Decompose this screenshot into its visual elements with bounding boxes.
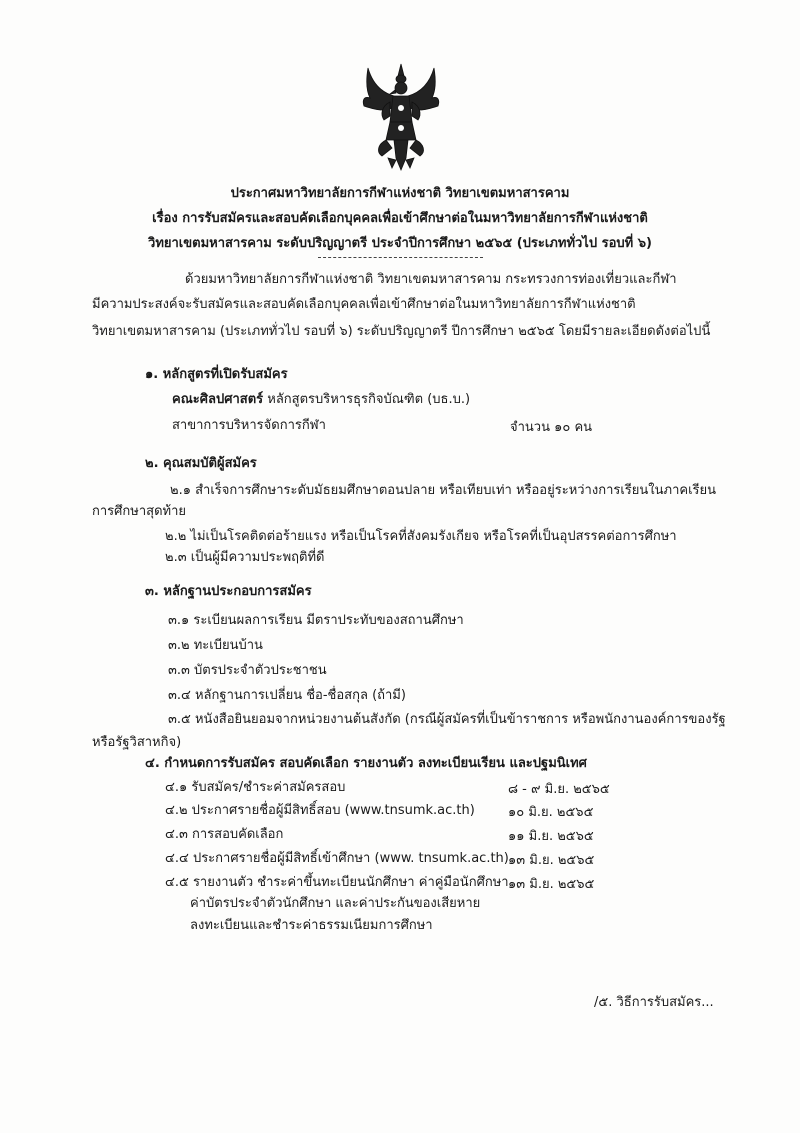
title-line-2: เรื่อง การรับสมัครและสอบคัดเลือกบุคคลเพื่อเข้าศึกษาต่อในมหาวิทยาลัยการกีฬาแห่งชาติ — [152, 211, 648, 226]
document-5-line-2: หรือรัฐวิสาหกิจ) — [92, 735, 182, 750]
schedule-row-label: ๔.๕ รายงานตัว ชำระค่าขึ้นทะเบียนนักศึกษา ค่าคู่มือนักศึกษา — [165, 875, 509, 890]
title-line-1: ประกาศมหาวิทยาลัยการกีฬาแห่งชาติ วิทยาเขตมหาสารคาม — [230, 186, 570, 201]
intro-line-1: ด้วยมหาวิทยาลัยการกีฬาแห่งชาติ วิทยาเขตมหาสารคาม กระทรวงการท่องเที่ยวและกีฬา — [185, 272, 677, 287]
schedule-row-date: ๑๓ มิ.ย. ๒๕๖๕ — [508, 853, 595, 868]
section3-heading: ๓. หลักฐานประกอบการสมัคร — [145, 584, 312, 599]
title-divider — [318, 257, 483, 258]
section4-heading: ๔. กำหนดการรับสมัคร สอบคัดเลือก รายงานตัว ลงทะเบียนเรียน และปฐมนิเทศ — [145, 756, 587, 771]
schedule-row-date: ๑๓ มิ.ย. ๒๕๖๕ — [508, 877, 595, 892]
schedule-row-label: ๔.๒ ประกาศรายชื่อผู้มีสิทธิ์สอบ (www.tnsumk.ac.th) — [165, 803, 475, 818]
schedule-row-date: ๑๐ มิ.ย. ๒๕๖๕ — [508, 805, 594, 820]
schedule-row-date: ๑๑ มิ.ย. ๒๕๖๕ — [508, 829, 594, 844]
document-5-line-1: ๓.๕ หนังสือยินยอมจากหน่วยงานต้นสังกัด (กรณีผู้สมัครที่เป็นข้าราชการ หรือพนักงานองค์การของรัฐ — [168, 712, 726, 727]
qualification-3: ๒.๓ เป็นผู้มีความประพฤติที่ดี — [165, 550, 325, 565]
qualification-1-line-1: ๒.๑ สำเร็จการศึกษาระดับมัธยมศึกษาตอนปลาย หรือเทียบเท่า หรืออยู่ระหว่างการเรียนในภาคเรียน — [170, 483, 717, 498]
schedule-row-5-line-2: ค่าบัตรประจำตัวนักศึกษา และค่าประกันของเสียหาย — [190, 896, 481, 911]
title-line-3: วิทยาเขตมหาสารคาม ระดับปริญญาตรี ประจำปีการศึกษา ๒๕๖๕ (ประเภททั่วไป รอบที่ ๖) — [148, 236, 652, 251]
document-2: ๓.๒ ทะเบียนบ้าน — [168, 638, 263, 653]
program-line — [172, 388, 470, 409]
major-name: สาขาการบริหารจัดการกีฬา — [172, 418, 326, 433]
continued-note: /๕. วิธีการรับสมัคร... — [594, 995, 714, 1010]
section2-heading: ๒. คุณสมบัติผู้สมัคร — [145, 456, 257, 471]
document-3: ๓.๓ บัตรประจำตัวประชาชน — [168, 663, 327, 678]
schedule-row-label: ๔.๔ ประกาศรายชื่อผู้มีสิทธิ์เข้าศึกษา (www. tnsumk.ac.th) — [165, 851, 509, 866]
intro-line-2: มีความประสงค์จะรับสมัครและสอบคัดเลือกบุคคลเพื่อเข้าศึกษาต่อในมหาวิทยาลัยการกีฬาแห่งชาติ — [92, 297, 636, 312]
section1-heading: ๑. หลักสูตรที่เปิดรับสมัคร — [145, 367, 288, 382]
document-1: ๓.๑ ระเบียนผลการเรียน มีตราประทับของสถานศึกษา — [168, 613, 464, 628]
schedule-row-label: ๔.๓ การสอบคัดเลือก — [165, 827, 284, 842]
faculty-name: คณะศิลปศาสตร์ — [172, 392, 264, 407]
qualification-2: ๒.๒ ไม่เป็นโรคติดต่อร้ายแรง หรือเป็นโรคที่สังคมรังเกียจ หรือโรคที่เป็นอุปสรรคต่อการศึกษา — [165, 529, 677, 544]
schedule-row-date: ๘ - ๙ มิ.ย. ๒๕๖๕ — [508, 782, 610, 797]
document-4: ๓.๔ หลักฐานการเปลี่ยน ชื่อ-ชื่อสกุล (ถ้ามี) — [168, 688, 406, 703]
schedule-row-label: ๔.๑ รับสมัคร/ชำระค่าสมัครสอบ — [165, 780, 346, 795]
qualification-1-line-2: การศึกษาสุดท้าย — [92, 504, 187, 519]
intro-line-3: วิทยาเขตมหาสารคาม (ประเภททั่วไป รอบที่ ๖) ระดับปริญญาตรี ปีการศึกษา ๒๕๖๕ โดยมีรายละเอียดดังต่อไปนี้ — [92, 324, 711, 339]
garuda-emblem-icon — [360, 62, 442, 174]
schedule-row-5-line-3: ลงทะเบียนและชำระค่าธรรมเนียมการศึกษา — [190, 918, 433, 933]
quota-count: จำนวน ๑๐ คน — [510, 420, 593, 435]
program-name: หลักสูตรบริหารธุรกิจบัณฑิต (บธ.บ.) — [263, 392, 471, 407]
